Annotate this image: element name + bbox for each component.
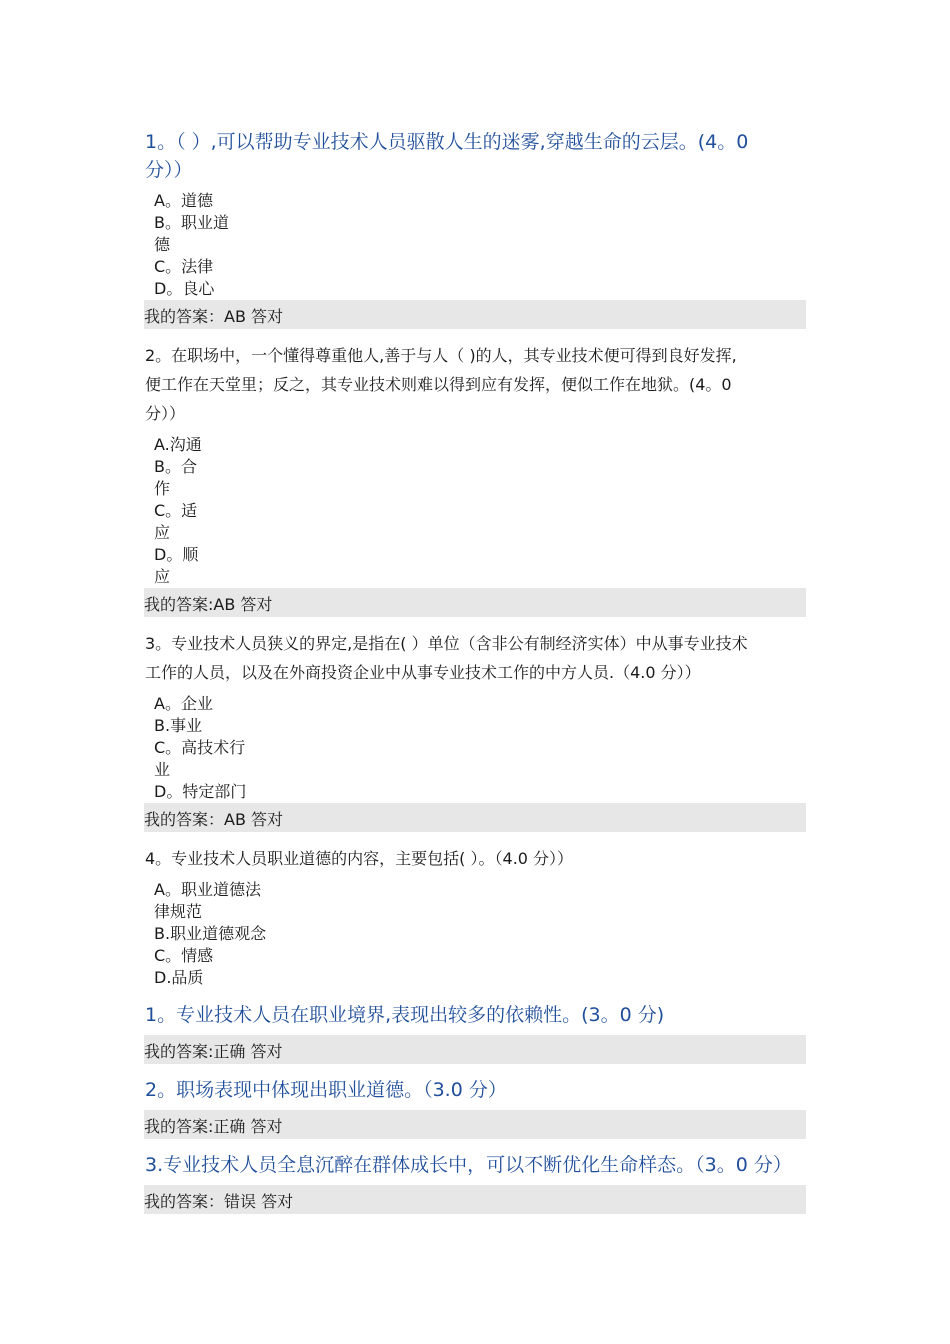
- question-2-option: 应: [154, 567, 171, 586]
- question-3-option: C。高技术行: [154, 738, 246, 757]
- question-2-option: A.沟通: [154, 435, 202, 454]
- question-4-option: B.职业道德观念: [154, 924, 267, 943]
- judge-question-1: 1。专业技术人员在职业境界,表现出较多的依赖性。(3。0 分): [145, 1004, 665, 1026]
- judge-question-1-answer: [144, 1035, 806, 1064]
- question-2-line-1: 2。在职场中，一个懂得尊重他人,善于与人（ )的人，其专业技术便可得到良好发挥,: [145, 346, 737, 365]
- question-3-option: D。特定部门: [154, 782, 247, 801]
- question-1-answer: [144, 300, 806, 329]
- question-3-line-2: 工作的人员，以及在外商投资企业中从事专业技术工作的中方人员.（4.0 分））: [145, 663, 701, 682]
- question-2-option: 作: [154, 479, 171, 498]
- judge-question-2-answer: [144, 1110, 806, 1139]
- question-1-line-2: 分））: [145, 159, 193, 181]
- question-2-answer: [144, 588, 806, 617]
- judge-question-2: 2。职场表现中体现出职业道德。（3.0 分）: [145, 1079, 507, 1101]
- question-2-option: B。合: [154, 457, 197, 476]
- question-2-option: D。顺: [154, 545, 199, 564]
- question-1-option: C。法律: [154, 257, 214, 276]
- question-4-option: A。职业道德法: [154, 880, 261, 899]
- question-2-option: C。适: [154, 501, 198, 520]
- question-3-option: A。企业: [154, 694, 213, 713]
- question-3-option: 业: [154, 760, 171, 779]
- judge-question-3: 3.专业技术人员全息沉醉在群体成长中，可以不断优化生命样态。（3。0 分）: [145, 1154, 792, 1176]
- question-3-option: B.事业: [154, 716, 203, 735]
- judge-question-3-answer: [144, 1185, 806, 1214]
- answer-text: 我的答案:AB 答对: [144, 595, 273, 614]
- question-1-option: A。道德: [154, 191, 213, 210]
- question-2-option: 应: [154, 523, 171, 542]
- answer-text: 我的答案:正确 答对: [144, 1117, 283, 1136]
- answer-text: 我的答案：AB 答对: [144, 810, 284, 829]
- question-1-line-1: 1。（ ）,可以帮助专业技术人员驱散人生的迷雾,穿越生命的云层。(4。0: [145, 131, 749, 153]
- question-2-line-3: 分））: [145, 404, 186, 423]
- question-4-option: C。情感: [154, 946, 214, 965]
- question-4-option: D.品质: [154, 968, 204, 987]
- answer-text: 我的答案：AB 答对: [144, 307, 284, 326]
- answer-text: 我的答案:正确 答对: [144, 1042, 283, 1061]
- answer-text: 我的答案：错误 答对: [144, 1192, 294, 1211]
- question-4-line-1: 4。专业技术人员职业道德的内容，主要包括( ）。（4.0 分））: [145, 849, 574, 868]
- question-2-line-2: 便工作在天堂里；反之，其专业技术则难以得到应有发挥，便似工作在地狱。(4。0: [145, 375, 732, 394]
- question-1-option: 德: [154, 235, 171, 254]
- question-3-line-1: 3。专业技术人员狭义的界定,是指在( ）单位（含非公有制经济实体）中从事专业技术: [145, 634, 748, 653]
- question-4-option: 律规范: [154, 902, 203, 921]
- question-1-option: D。良心: [154, 279, 215, 298]
- question-3-answer: [144, 803, 806, 832]
- question-1-option: B。职业道: [154, 213, 229, 232]
